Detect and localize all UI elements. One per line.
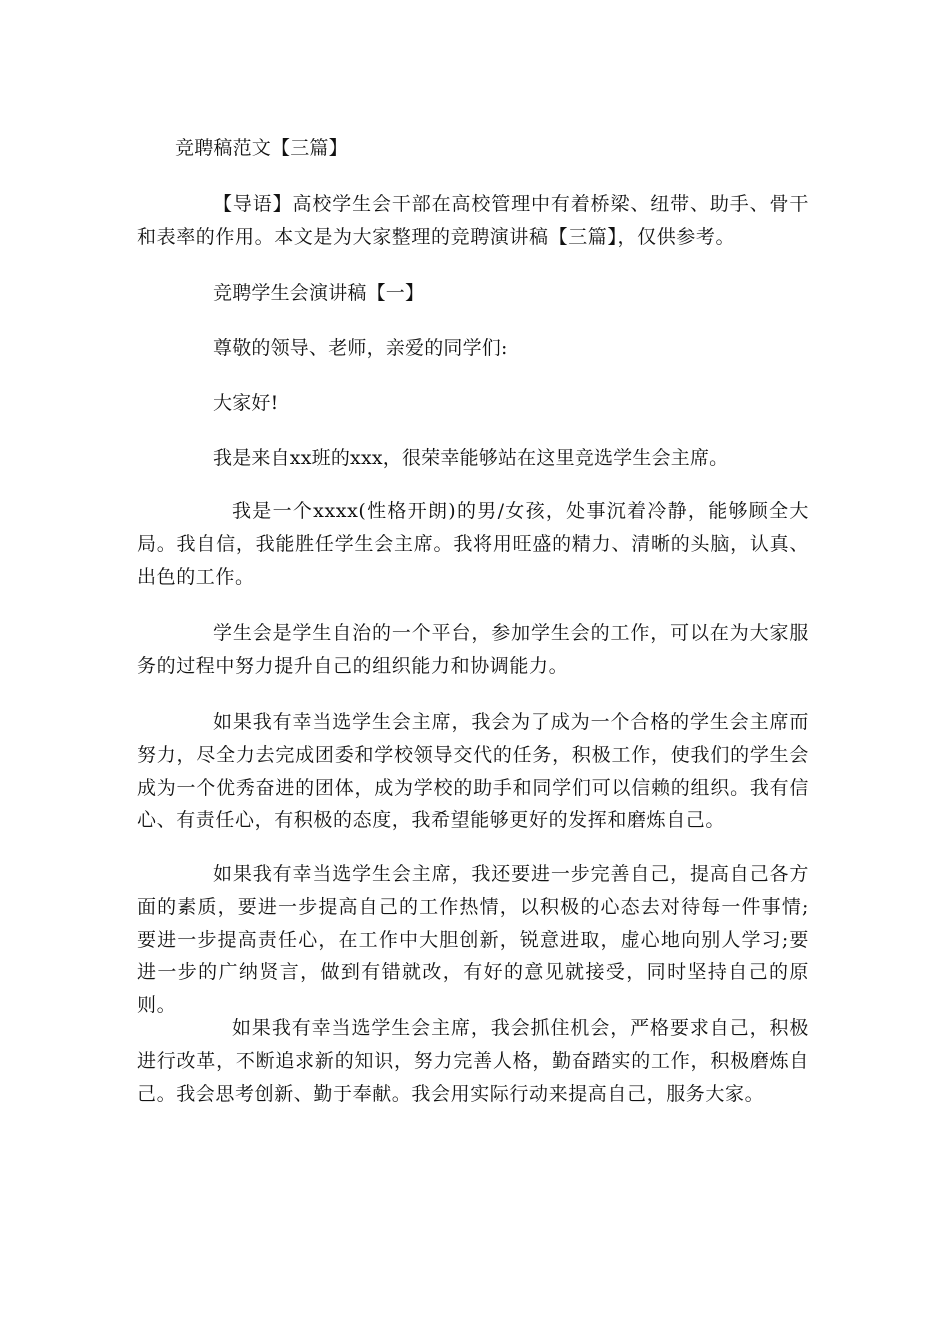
section-heading: 竞聘学生会演讲稿【一】 <box>213 282 425 304</box>
intro-paragraph: 【导语】高校学生会干部在高校管理中有着桥梁、纽带、助手、骨干和表率的作用。本文是为大家整理的竞聘演讲稿【三篇】，仅供参考。 <box>137 193 809 248</box>
salutation: 尊敬的领导、老师，亲爱的同学们: <box>213 337 508 359</box>
paragraph-2: 我是一个xxxx(性格开朗)的男/女孩，处事沉着冷静，能够顾全大局。我自信，我能胜任学生会主席。我将用旺盛的精力、清晰的头脑，认真、出色的工作。 <box>137 500 809 588</box>
paragraph-6: 如果我有幸当选学生会主席，我会抓住机会，严格要求自己，积极进行改革，不断追求新的知识，努力完善人格，勤奋踏实的工作，积极磨炼自己。我会思考创新、勤于奉献。我会用实际行动来提高自己，服务大家。 <box>137 1017 809 1105</box>
document-title: 竞聘稿范文【三篇】 <box>175 137 348 159</box>
paragraph-1: 我是来自xx班的xxx，很荣幸能够站在这里竞选学生会主席。 <box>213 447 729 469</box>
paragraph-5: 如果我有幸当选学生会主席，我还要进一步完善自己，提高自己各方面的素质，要进一步提高自己的工作热情，以积极的心态去对待每一件事情;要进一步提高责任心，在工作中大胆创新，锐意进取，虚心地向别人学习;要进一步的广纳贤言，做到有错就改，有好的意见就接受，同时坚持自己的原则。 <box>137 863 809 1017</box>
paragraph-4: 如果我有幸当选学生会主席，我会为了成为一个合格的学生会主席而努力，尽全力去完成团委和学校领导交代的任务，积极工作，使我们的学生会成为一个优秀奋进的团体，成为学校的助手和同学们可以信赖的组织。我有信心、有责任心，有积极的态度，我希望能够更好的发挥和磨炼自己。 <box>137 711 809 832</box>
paragraph-3: 学生会是学生自治的一个平台，参加学生会的工作，可以在为大家服务的过程中努力提升自己的组织能力和协调能力。 <box>137 622 809 677</box>
greeting: 大家好! <box>213 392 279 414</box>
